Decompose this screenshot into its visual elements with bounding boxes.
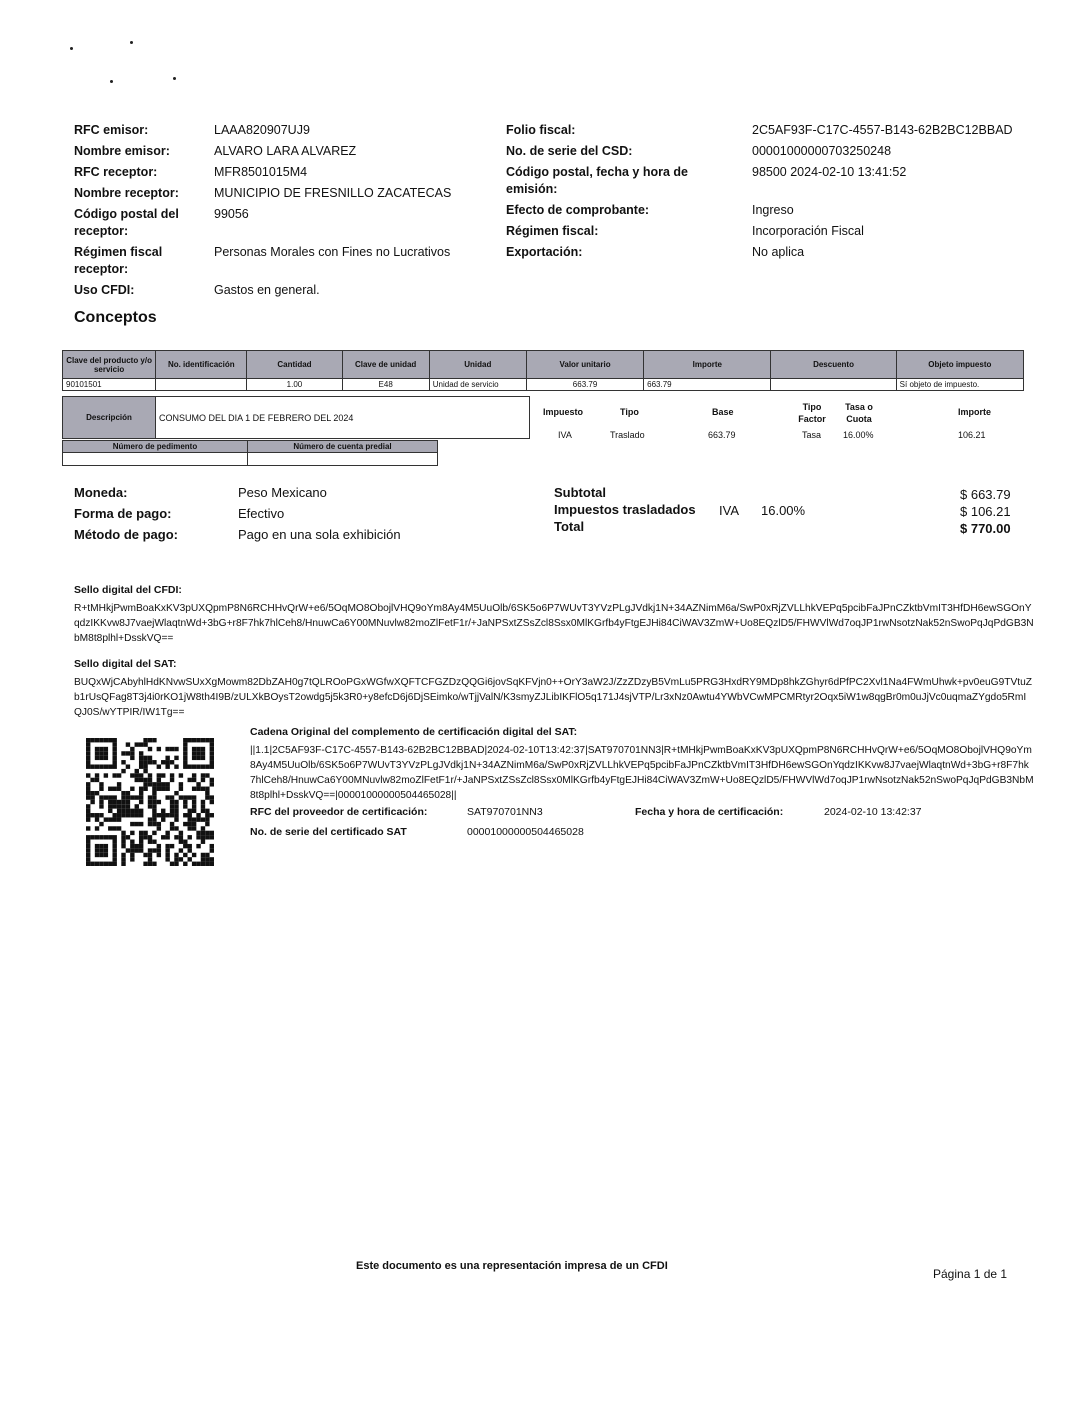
cadena-value: ||1.1|2C5AF93F-C17C-4557-B143-62B2BC12BBAD|2024-02-10T13:42:37|SAT970701NN3|R+tMHkjPwmBoaKxKV3pUXQpmP8N6RCHHvQrW+e6/5OqMO8ObojlVHQ9oYm8Ay4M5UuOlb/6SK5o6P7WUvT3YVzPLgJVdkj1N+34AZNimM6a/SwP0xRjZVLLhkVEPq5pcibFaJPnCZktbVmIT3HfDH6ewSGOnYqdzIKKvw8J7vaejWlaqtnWd+3bG+r8F7hk7hlCeh8/HnuwCa6Y00MNuvlw82moZlFetF1r/+JaNPSxtZSsZcl8Ssx0MlKGrfb4yFtgEJHi84CiWAV3ZmW+Uo8EQzlD5/FHWVlWd7oqJP1rwNsotzNak52nSwoPqJqPdGB3NbM8t8plhl+DsskVQ==|00001000000504465028|| xyxy=(250,745,1034,801)
scan-speck xyxy=(173,77,176,80)
col-header: Objeto impuesto xyxy=(896,351,1023,379)
cadena-original-block xyxy=(250,724,1034,803)
tax-breakdown xyxy=(530,398,1024,448)
field-regimen-fiscal xyxy=(506,223,1046,244)
tax-tasa: 16.00% xyxy=(843,430,874,440)
payment-block xyxy=(74,484,401,547)
sello-cfdi-label: Sello digital del CFDI: xyxy=(74,584,182,596)
label: Nombre emisor: xyxy=(74,144,170,158)
tax-header-tipo-factor: Tipo Factor xyxy=(798,402,826,424)
pedimento-label: Número de pedimento xyxy=(63,441,248,453)
tax-factor: Tasa xyxy=(802,430,822,440)
col-header: Clave del producto y/o servicio xyxy=(63,351,156,379)
label: No. de serie del CSD: xyxy=(506,144,633,158)
footer-note: Este documento es una representación impresa de un CFDI xyxy=(356,1260,668,1272)
field-uso-cfdi xyxy=(74,282,484,303)
cadena-label: Cadena Original del complemento de certificación digital del SAT: xyxy=(250,726,578,738)
total-label: Total xyxy=(554,519,585,534)
tax-header-impuesto: Impuesto xyxy=(543,407,584,417)
label: Régimen fiscal receptor: xyxy=(74,245,163,276)
cell: 1.00 xyxy=(247,379,342,391)
cell xyxy=(156,379,247,391)
value: MUNICIPIO DE FRESNILLO ZACATECAS xyxy=(214,186,452,200)
total-value: $ 770.00 xyxy=(960,521,1011,536)
concepts-table xyxy=(62,350,1024,391)
label: Método de pago: xyxy=(74,527,178,542)
cell: E48 xyxy=(342,379,429,391)
col-header: Valor unitario xyxy=(526,351,643,379)
rfc-proveedor-value: SAT970701NN3 xyxy=(467,806,543,818)
impuestos-rate: 16.00% xyxy=(761,503,806,518)
page-number: Página 1 de 1 xyxy=(933,1267,1008,1281)
field-exportacion xyxy=(506,244,1046,265)
cell: Unidad de servicio xyxy=(429,379,526,391)
serie-sat-label: No. de serie del certificado SAT xyxy=(250,826,407,838)
cell: 90101501 xyxy=(63,379,156,391)
label: Código postal del receptor: xyxy=(74,207,179,238)
col-header: Importe xyxy=(644,351,771,379)
pedimento-table xyxy=(62,440,438,466)
col-header: Clave de unidad xyxy=(342,351,429,379)
sello-cfdi-value: R+tMHkjPwmBoaKxKV3pUXQpmP8N6RCHHvQrW+e6/5OqMO8ObojlVHQ9oYm8Ay4M5UuOlb/6SK5o6P7WUvT3YVzPLgJVdkj1N+34AZNimM6a/SwP0xRjZVLLhkVEPq5pcibFaJPnCZktbVmIT3HfDH6ewSGOnYqdzIKKvw8J7vaejWlaqtnWd+3bG+r8F7hk7hlCeh8/HnuwCa6Y00MNuvlw82moZlFetF1r/+JaNPSxtZSsZcl8Ssx0MlKGrfb4yFtgEJHi84CiWAV3ZmW+Uo8EQzlD5/FHWVlWd7oqJP1rwNsotzNak52nSwoPqJqPdGB3NbM8t8plhl+DsskVQ== xyxy=(74,603,1034,644)
value: 98500 2024-02-10 13:41:52 xyxy=(752,165,907,179)
pedimento-value-row xyxy=(63,453,438,466)
label: Uso CFDI: xyxy=(74,283,135,297)
table-row xyxy=(63,379,1024,391)
tax-impuesto: IVA xyxy=(558,430,572,440)
label: Nombre receptor: xyxy=(74,186,179,200)
value: Personas Morales con Fines no Lucrativos xyxy=(214,245,451,259)
sello-cfdi-block xyxy=(74,582,1034,646)
value: 00001000000703250248 xyxy=(752,144,892,158)
tax-header-importe: Importe xyxy=(958,407,992,417)
subtotal-label: Subtotal xyxy=(554,485,606,500)
fiscal-info-block xyxy=(506,122,1046,265)
cell xyxy=(63,453,248,466)
col-header: No. identificación xyxy=(156,351,247,379)
tax-importe: 106.21 xyxy=(958,430,986,440)
value: Ingreso xyxy=(752,203,794,217)
field-serie-csd xyxy=(506,143,1046,164)
fecha-cert-label: Fecha y hora de certificación: xyxy=(635,806,784,818)
tax-base: 663.79 xyxy=(708,430,736,440)
field-moneda xyxy=(74,484,401,505)
value: ALVARO LARA ALVAREZ xyxy=(214,144,357,158)
field-cp-fecha-emision xyxy=(506,164,1046,202)
qr-code-image xyxy=(86,738,214,866)
description-row xyxy=(63,397,530,439)
cell: Sí objeto de impuesto. xyxy=(896,379,1023,391)
field-nombre-receptor xyxy=(74,185,484,206)
subtotal-value: $ 663.79 xyxy=(960,487,1011,502)
sello-sat-label: Sello digital del SAT: xyxy=(74,658,177,670)
table-header-row xyxy=(63,351,1024,379)
field-metodo-pago xyxy=(74,526,401,547)
field-rfc-receptor xyxy=(74,164,484,185)
cell xyxy=(248,453,438,466)
value: Efectivo xyxy=(238,506,285,521)
description-table xyxy=(62,396,530,439)
value: Peso Mexicano xyxy=(238,485,327,500)
pedimento-header-row xyxy=(63,441,438,453)
col-header: Cantidad xyxy=(247,351,342,379)
col-header: Descuento xyxy=(771,351,896,379)
cell xyxy=(771,379,896,391)
serie-sat-value: 00001000000504465028 xyxy=(467,826,584,838)
impuestos-value: $ 106.21 xyxy=(960,504,1011,519)
value: 99056 xyxy=(214,207,249,221)
tax-header-tasa: Tasa o Cuota xyxy=(845,402,873,424)
field-efecto xyxy=(506,202,1046,223)
label: Código postal, fecha y hora de emisión: xyxy=(506,165,688,196)
value: Incorporación Fiscal xyxy=(752,224,864,238)
label: Forma de pago: xyxy=(74,506,172,521)
field-regimen-receptor xyxy=(74,244,484,282)
field-nombre-emisor xyxy=(74,143,484,164)
tax-header-base: Base xyxy=(712,407,734,417)
value: No aplica xyxy=(752,245,805,259)
col-header: Unidad xyxy=(429,351,526,379)
cell: 663.79 xyxy=(526,379,643,391)
issuer-receiver-block xyxy=(74,122,484,303)
label: Moneda: xyxy=(74,485,128,500)
impuestos-tax: IVA xyxy=(719,503,739,518)
label: RFC emisor: xyxy=(74,123,149,137)
tax-header-tipo: Tipo xyxy=(620,407,639,417)
fecha-cert-value: 2024-02-10 13:42:37 xyxy=(824,806,922,818)
field-folio-fiscal xyxy=(506,122,1046,143)
field-forma-pago xyxy=(74,505,401,526)
descripcion-label: Descripción xyxy=(63,397,156,439)
label: Folio fiscal: xyxy=(506,123,576,137)
label: Régimen fiscal: xyxy=(506,224,599,238)
value: MFR8501015M4 xyxy=(214,165,308,179)
field-cp-receptor xyxy=(74,206,484,244)
label: RFC receptor: xyxy=(74,165,158,179)
scan-speck xyxy=(130,41,133,44)
predial-label: Número de cuenta predial xyxy=(248,441,438,453)
impuestos-label: Impuestos trasladados xyxy=(554,502,696,517)
value: Pago en una sola exhibición xyxy=(238,527,401,542)
tax-tipo: Traslado xyxy=(610,430,645,440)
sello-sat-value: BUQxWjCAbyhlHdKNvwSUxXgMowm82DbZAH0g7tQLROoPGxWGfwXQFTCFGZDzQQGi6jovSqKFVjn0++OrY3aW2J/ZzZDzyB5VmLu5PRG3HxdRY9MDp8hkZGhyr6dPfPC2Xvl1Na4FWmUhwk+pv0euG9TVtuZb1rUsQFag8T3j4i0rKO1jW8th4I9B/zULXkBOysT2owdg5j5k3R0+y8efcD6j6DjSEimko/wTjjValN/K3smyZJLibIKFlO5q171J4sjVTP/Lr3xNz0Awtu4YWbVCwMPCMRtyr2Oqx5iW1w8qgBr0m0uJjVc0uqmaZYgdo5RmIQJ0S/wYTPIR/IW1Tg== xyxy=(74,677,1032,718)
scan-speck xyxy=(70,47,73,50)
value: 2C5AF93F-C17C-4557-B143-62B2BC12BBAD xyxy=(752,123,1013,137)
cell: 663.79 xyxy=(644,379,771,391)
conceptos-title: Conceptos xyxy=(74,309,157,326)
descripcion-value: CONSUMO DEL DIA 1 DE FEBRERO DEL 2024 xyxy=(156,397,530,439)
value: LAAA820907UJ9 xyxy=(214,123,310,137)
rfc-proveedor-label: RFC del proveedor de certificación: xyxy=(250,806,428,818)
value: Gastos en general. xyxy=(214,283,320,297)
field-rfc-emisor xyxy=(74,122,484,143)
scan-speck xyxy=(110,80,113,83)
label: Exportación: xyxy=(506,245,583,259)
sello-sat-block xyxy=(74,656,1034,720)
label: Efecto de comprobante: xyxy=(506,203,650,217)
